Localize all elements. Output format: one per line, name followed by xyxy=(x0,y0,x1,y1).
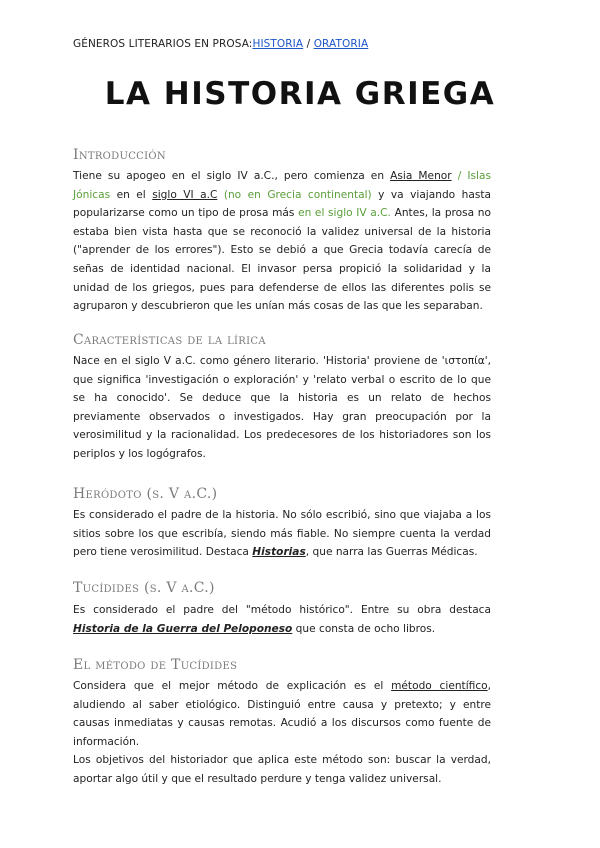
intro-text-1: Tiene su apogeo en el siglo IV a.C., pero comienza en xyxy=(73,170,391,182)
metodo-text-2: , aludiendo al saber etiológico. Distinguió entre causa y pretexto; y entre causas inmediatas y causas remotas. Acudió a los discursos como fuente de información. xyxy=(73,680,491,748)
tucidides-text-2: que consta de ocho libros. xyxy=(292,622,436,635)
siglo-iv-note: en el siglo IV a.C. xyxy=(298,207,391,220)
asia-menor-term: Asia Menor xyxy=(390,170,452,182)
oratoria-link[interactable]: ORATORIA xyxy=(313,38,369,50)
heading-metodo: El método de Tucídides xyxy=(73,657,238,673)
grecia-continental-note: (no en Grecia continental) xyxy=(217,188,372,201)
header-prefix: GÉNEROS LITERARIOS EN PROSA: xyxy=(73,38,253,50)
herodoto-text-1: Es considerado el padre de la historia. No sólo escribió, sino que viajaba a los sitios sobre los que escribía, siendo más fiable. No siempre cuenta la verdad pero tiene verosimilitud. Destaca xyxy=(73,509,491,559)
metodo-objetivos: Los objetivos del historiador que aplica este método son: buscar la verdad, aportar algo útil y que el resultado perdure y tenga validez universal. xyxy=(73,754,491,785)
historias-work-title: Historias xyxy=(252,546,306,559)
siglo-vi-term: siglo VI a.C xyxy=(152,188,218,201)
heading-caracteristicas: Características de la lírica xyxy=(73,332,266,348)
herodoto-paragraph xyxy=(73,506,491,562)
lirica-paragraph xyxy=(73,352,491,464)
lirica-text: Nace en el siglo V a.C. como género literario. 'Historia' proviene de 'ιστοπία', que significa 'investigación o exploración' y 'relato verbal o escrito de lo que se ha conocido'. Se deduce que la historia es un relato de hechos previamente observados o investigados. Hay gran preocupación por la verosimilitud y la racionalidad. Los predecesores de los historiadores son los periplos y los logógrafos. xyxy=(73,355,491,460)
intro-text-3: y va viajando hasta popularizarse como un tipo de prosa más xyxy=(73,188,491,220)
heading-introduccion: Introducción xyxy=(73,147,166,163)
page-title: LA HISTORIA GRIEGA xyxy=(104,76,496,112)
header-separator: / xyxy=(303,38,314,50)
metodo-text-1: Considera que el mejor método de explicación es el xyxy=(73,680,392,692)
intro-paragraph xyxy=(73,167,491,316)
metodo-cientifico-term: método científico xyxy=(391,680,488,692)
heading-tucidides: Tucídides (s. V a.C.) xyxy=(73,580,215,596)
peloponeso-work-title: Historia de la Guerra del Peloponeso xyxy=(73,622,293,635)
intro-text-2: en el xyxy=(110,188,153,201)
metodo-paragraph xyxy=(73,677,491,789)
islas-jonicas-note: / Islas Jónicas xyxy=(73,170,491,201)
intro-text-4: Antes, la prosa no estaba bien vista hasta que se reconoció la validez universal de la historia ("aprender de los errores"). Esto se debió a que Grecia todavía carecía de señas de identidad nacional. El invasor persa propició la solidaridad y la unidad de los griegos, pues para defenderse de ellos las diferentes polis se agruparon y descubrieron que les unían más cosas de las que les separaban. xyxy=(73,207,491,313)
page-header xyxy=(73,38,368,50)
historia-link[interactable]: HISTORIA xyxy=(252,38,304,50)
tucidides-paragraph xyxy=(73,601,491,638)
herodoto-text-2: , que narra las Guerras Médicas. xyxy=(305,546,478,559)
tucidides-text-1: Es considerado el padre del "método histórico". Entre su obra destaca xyxy=(73,604,491,616)
heading-herodoto: Heródoto (s. V a.C.) xyxy=(73,486,218,502)
